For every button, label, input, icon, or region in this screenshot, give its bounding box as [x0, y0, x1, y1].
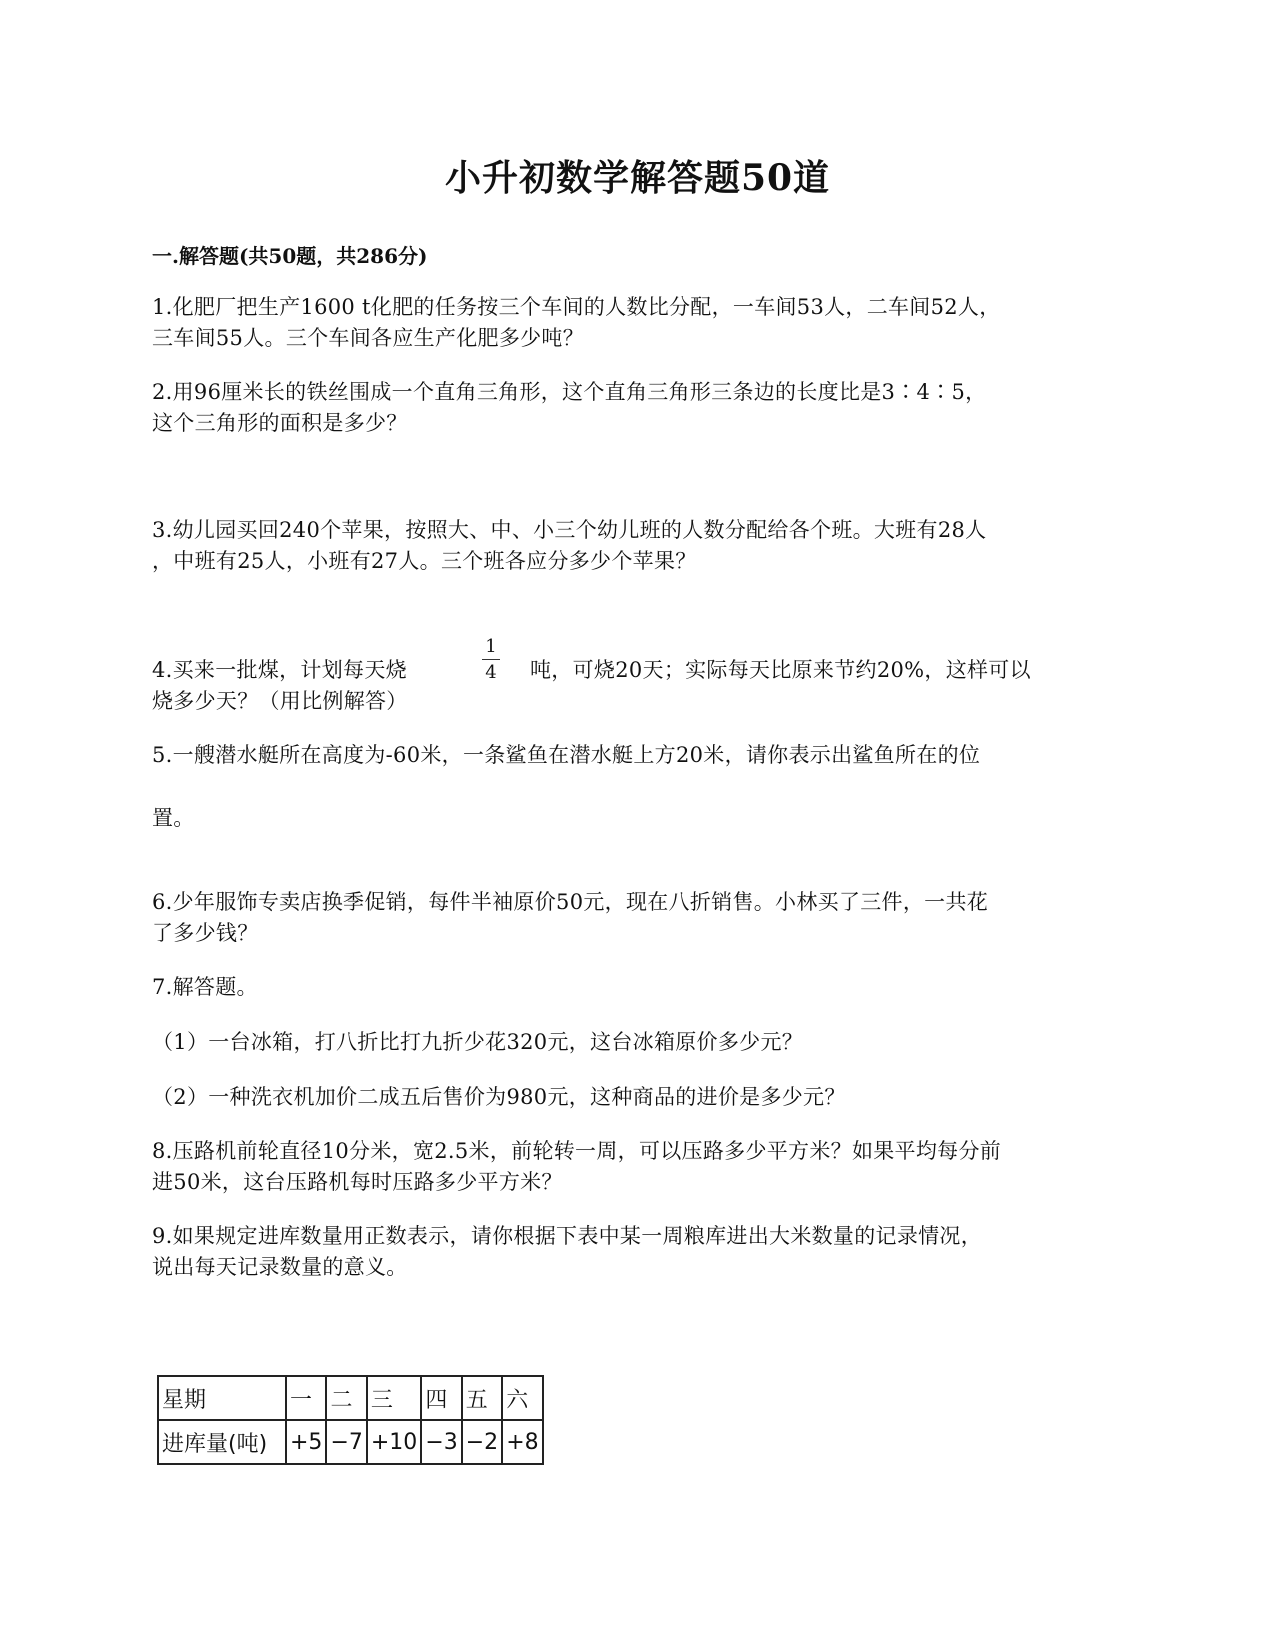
table-cell: 六 — [502, 1376, 542, 1420]
question-6-line-2: 了多少钱？ — [152, 921, 259, 945]
question-5-line-1: 5.一艘潜水艇所在高度为-60米，一条鲨鱼在潜水艇上方20米，请你表示出鲨鱼所在的位 — [152, 743, 981, 767]
question-2-line-2: 这个三角形的面积是多少？ — [152, 411, 408, 435]
table-cell: 五 — [462, 1376, 502, 1420]
fraction-one-quarter — [480, 638, 502, 682]
question-7-subquestion-2: （2）一种洗衣机加价二成五后售价为980元，这种商品的进价是多少元？ — [152, 1085, 846, 1109]
question-9-line-1: 9.如果规定进库数量用正数表示，请你根据下表中某一周粮库进出大米数量的记录情况， — [152, 1224, 983, 1248]
table-cell: 二 — [326, 1376, 366, 1420]
section-heading: 一.解答题(共50题，共286分) — [152, 244, 428, 268]
question-7-line-1: 7.解答题。 — [152, 975, 258, 999]
table-cell: −3 — [421, 1420, 461, 1464]
question-3-line-2: ，中班有25人，小班有27人。三个班各应分多少个苹果？ — [152, 549, 697, 573]
question-8-line-2: 进50米，这台压路机每时压路多少平方米？ — [152, 1170, 563, 1194]
question-4-line-1-part-b: 吨，可烧20天；实际每天比原来节约20%，这样可以 — [530, 658, 1031, 682]
table-cell: 一 — [286, 1376, 326, 1420]
table-cell: +8 — [502, 1420, 542, 1464]
table-row-quantity — [158, 1420, 543, 1464]
question-9-line-2: 说出每天记录数量的意义。 — [152, 1255, 408, 1279]
question-7-subquestion-1: （1）一台冰箱，打八折比打九折少花320元，这台冰箱原价多少元？ — [152, 1030, 804, 1054]
fraction-numerator: 1 — [485, 636, 497, 657]
question-3-line-1: 3.幼儿园买回240个苹果，按照大、中、小三个幼儿班的人数分配给各个班。大班有28人 — [152, 518, 987, 542]
table-cell: +5 — [286, 1420, 326, 1464]
table-row-weekday — [158, 1376, 543, 1420]
table-cell-header-quantity: 进库量(吨) — [158, 1420, 286, 1464]
question-4-line-1-part-a: 4.买来一批煤，计划每天烧 — [152, 658, 407, 682]
question-2-line-1: 2.用96厘米长的铁丝围成一个直角三角形，这个直角三角形三条边的长度比是3∶4∶5， — [152, 380, 987, 404]
question-8-line-1: 8.压路机前轮直径10分米，宽2.5米，前轮转一周，可以压路多少平方米？如果平均每分前 — [152, 1139, 1002, 1163]
table-cell: −2 — [462, 1420, 502, 1464]
question-5-line-2: 置。 — [152, 806, 195, 830]
question-1-line-2: 三车间55人。三个车间各应生产化肥多少吨？ — [152, 326, 585, 350]
table-cell: 三 — [367, 1376, 421, 1420]
table-cell: −7 — [326, 1420, 366, 1464]
question-1-line-1: 1.化肥厂把生产1600 t化肥的任务按三个车间的人数比分配，一车间53人，二车间52人， — [152, 295, 1001, 319]
grain-record-table — [157, 1375, 544, 1465]
page-title: 小升初数学解答题50道 — [444, 157, 831, 199]
fraction-denominator: 4 — [485, 662, 497, 683]
table-cell-header-weekday: 星期 — [158, 1376, 286, 1420]
table-cell: 四 — [421, 1376, 461, 1420]
question-4-line-2: 烧多少天？（用比例解答） — [152, 689, 408, 713]
table-cell: +10 — [367, 1420, 421, 1464]
question-6-line-1: 6.少年服饰专卖店换季促销，每件半袖原价50元，现在八折销售。小林买了三件，一共花 — [152, 890, 989, 914]
